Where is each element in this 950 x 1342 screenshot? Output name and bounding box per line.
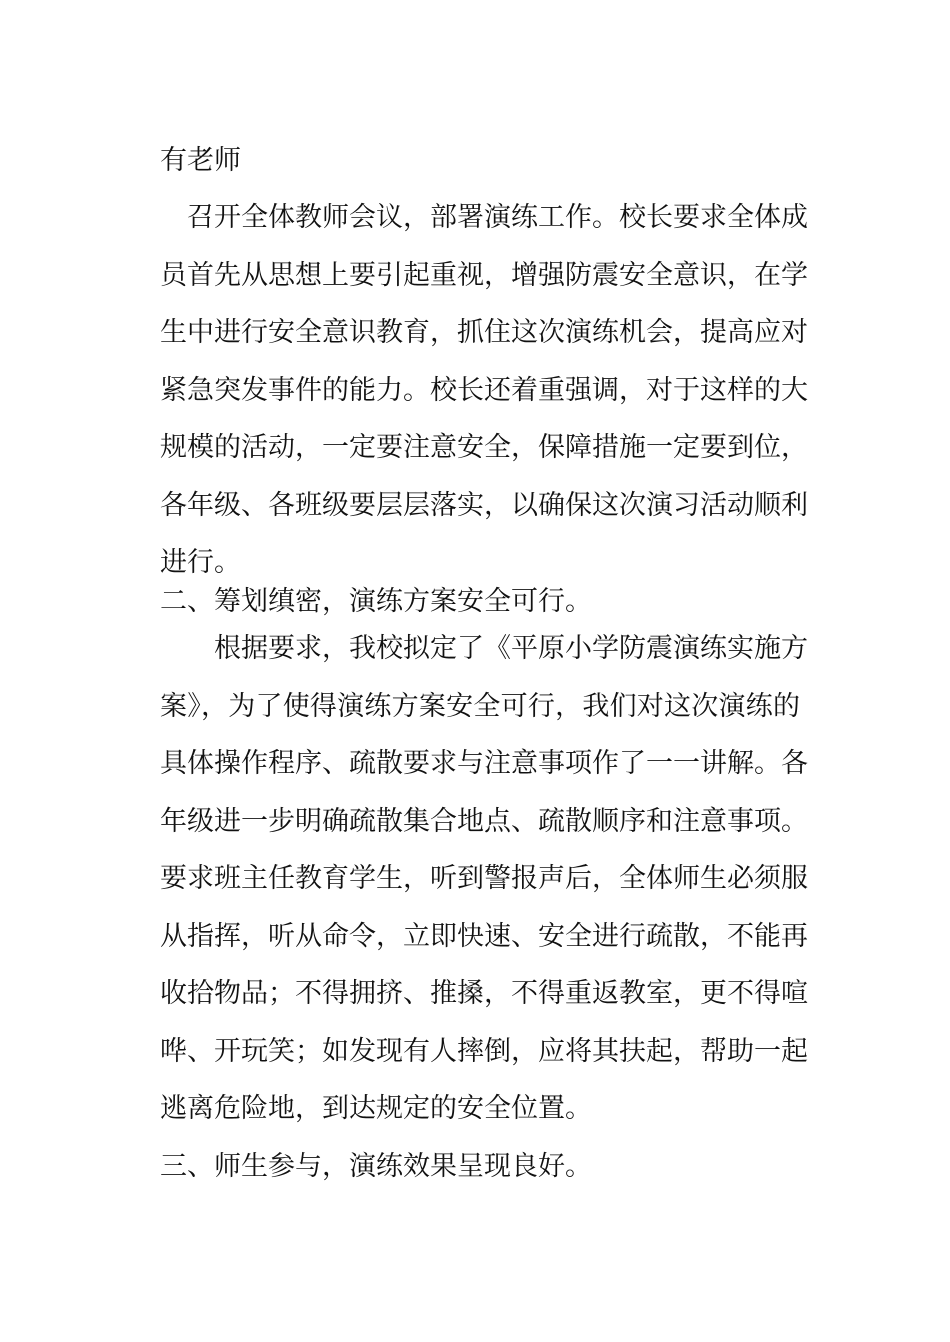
paragraph-2-line-9: 逃离危险地，到达规定的安全位置。 (160, 1093, 592, 1124)
paragraph-2-line-3: 具体操作程序、疏散要求与注意事项作了一一讲解。各 (160, 748, 808, 779)
section-heading-2: 二、筹划缜密，演练方案安全可行。 (160, 586, 592, 617)
paragraph-2-line-2: 案》，为了使得演练方案安全可行，我们对这次演练的 (160, 691, 800, 722)
paragraph-1-line-3: 生中进行安全意识教育，抓住这次演练机会，提高应对 (160, 317, 808, 348)
paragraph-1-line-7: 进行。 (160, 547, 241, 578)
paragraph-2-line-4: 年级进一步明确疏散集合地点、疏散顺序和注意事项。 (160, 806, 808, 837)
paragraph-1-line-2: 员首先从思想上要引起重视，增强防震安全意识，在学 (160, 260, 808, 291)
text-line-continued-heading: 有老师 (160, 145, 241, 176)
paragraph-1-line-1: 召开全体教师会议，部署演练工作。校长要求全体成 (160, 202, 808, 233)
paragraph-2-line-5: 要求班主任教育学生，听到警报声后，全体师生必须服 (160, 863, 808, 894)
paragraph-1-line-4: 紧急突发事件的能力。校长还着重强调，对于这样的大 (160, 375, 808, 406)
section-heading-3: 三、师生参与，演练效果呈现良好。 (160, 1151, 592, 1182)
paragraph-1-line-5: 规模的活动，一定要注意安全，保障措施一定要到位， (160, 432, 808, 463)
paragraph-2-line-6: 从指挥，听从命令，立即快速、安全进行疏散，不能再 (160, 921, 808, 952)
paragraph-2-line-7: 收拾物品；不得拥挤、推搡，不得重返教室，更不得喧 (160, 978, 808, 1009)
paragraph-2-line-8: 哗、开玩笑；如发现有人摔倒，应将其扶起，帮助一起 (160, 1036, 808, 1067)
paragraph-2-line-1: 根据要求，我校拟定了《平原小学防震演练实施方 (160, 633, 808, 664)
paragraph-1-line-6: 各年级、各班级要层层落实，以确保这次演习活动顺利 (160, 490, 808, 521)
